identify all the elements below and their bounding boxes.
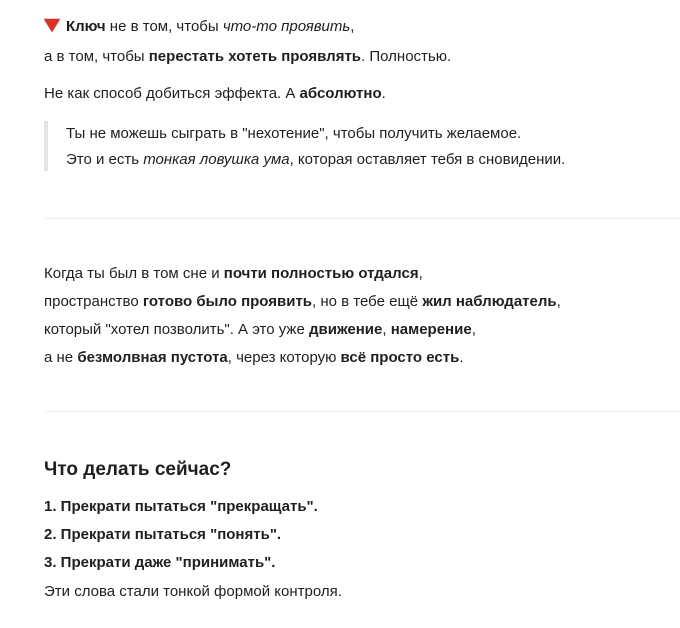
- text: Это и есть: [66, 151, 144, 168]
- text: ,: [350, 18, 355, 35]
- bold-text: всё просто есть: [340, 349, 460, 366]
- text: ,: [382, 321, 391, 338]
- paragraph-key-line-1: [44, 17, 354, 37]
- text: а в том, чтобы: [44, 48, 149, 65]
- divider: [44, 218, 680, 219]
- bold-text: безмолвная пустота: [77, 349, 228, 366]
- text: не в том, чтобы: [105, 18, 223, 35]
- text: пространство: [44, 293, 143, 310]
- paragraph-key-line-2: [44, 47, 451, 67]
- text: , через которую: [227, 349, 341, 366]
- divider: [44, 411, 680, 412]
- text: , которая оставляет тебя в сновидении.: [289, 151, 566, 168]
- text: а не: [44, 349, 78, 366]
- text: . Полностью.: [361, 48, 452, 65]
- italic-text: тонкая ловушка ума: [143, 151, 290, 168]
- paragraph-dream-line-1: [44, 264, 423, 284]
- italic-text: что-то проявить: [222, 18, 351, 35]
- key-word: Ключ: [66, 18, 106, 35]
- list-item: [44, 553, 275, 573]
- paragraph-dream-line-3: [44, 320, 476, 340]
- bold-text: перестать хотеть проявлять: [148, 48, 362, 65]
- text: , но в тебе ещё: [312, 293, 423, 310]
- list-item: [44, 525, 281, 545]
- bold-text: готово было проявить: [142, 293, 313, 310]
- blockquote-line-1: Ты не можешь сыграть в "нехотение", чтобы получить желаемое.: [66, 125, 522, 142]
- text: .: [381, 85, 386, 102]
- blockquote-line-2: [66, 150, 565, 170]
- paragraph-dream-line-2: [44, 292, 561, 312]
- text: .: [459, 349, 464, 366]
- blockquote-bar: [44, 121, 48, 171]
- bold-text: почти полностью отдался: [223, 265, 419, 282]
- text: ,: [418, 265, 423, 282]
- text: Не как способ добиться эффекта. А: [44, 85, 300, 102]
- list-item-text: 2. Прекрати пытаться "понять".: [44, 526, 282, 543]
- bold-text: движение: [308, 321, 383, 338]
- section-heading: Что делать сейчас?: [44, 459, 232, 480]
- footer-note: Эти слова стали тонкой формой контроля.: [44, 583, 342, 600]
- text: ,: [556, 293, 561, 310]
- paragraph-dream-line-4: [44, 348, 463, 368]
- list-item-text: 3. Прекрати даже "принимать".: [44, 554, 276, 571]
- list-item-text: 1. Прекрати пытаться "прекращать".: [44, 498, 318, 515]
- text: который "хотел позволить". А это уже: [44, 321, 309, 338]
- text: ,: [471, 321, 476, 338]
- bold-text: намерение: [390, 321, 472, 338]
- red-triangle-down-icon: [44, 19, 60, 32]
- bold-text: абсолютно: [299, 85, 382, 102]
- text: Когда ты был в том сне и: [44, 265, 224, 282]
- list-item: [44, 497, 318, 517]
- bold-text: жил наблюдатель: [422, 293, 557, 310]
- paragraph-absolute: [44, 84, 386, 104]
